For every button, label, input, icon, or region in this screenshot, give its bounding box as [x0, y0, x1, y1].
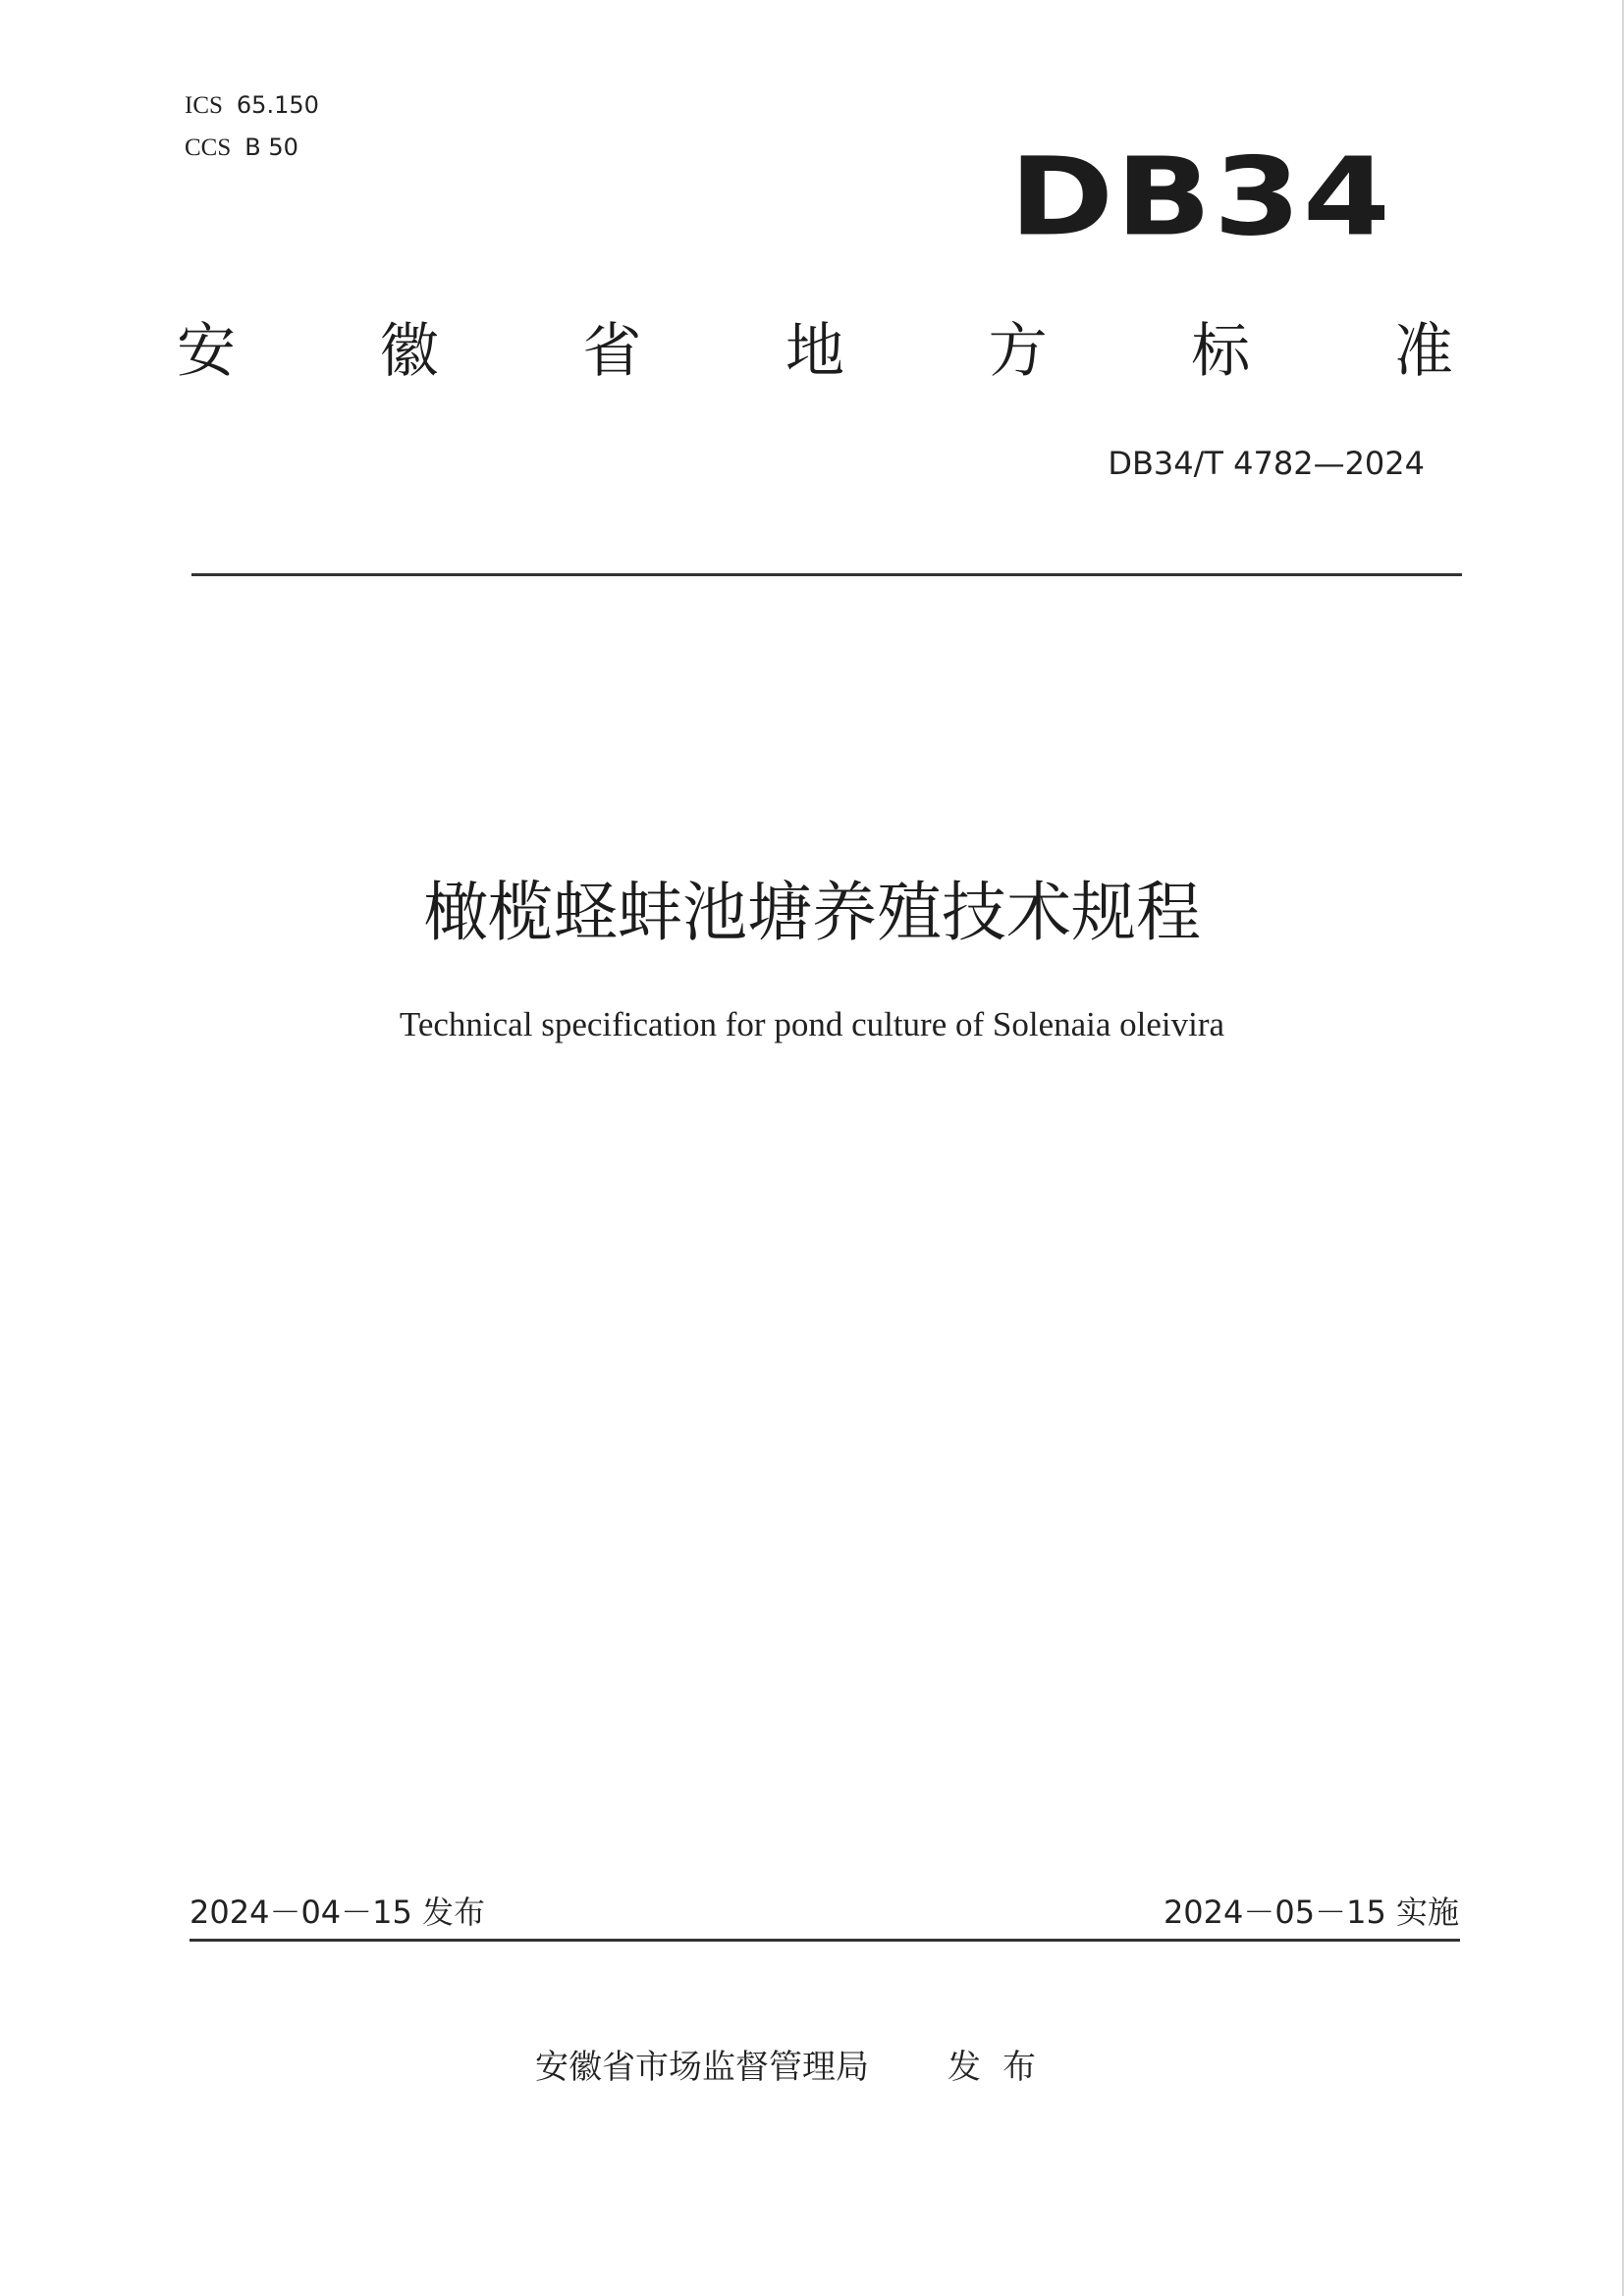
ics-label: ICS — [185, 92, 223, 119]
standard-type-char: 省 — [582, 317, 642, 386]
title-chinese: 橄榄蛏蚌池塘养殖技术规程 — [423, 875, 1201, 950]
issue-date: 2024－04－15 发布 — [189, 1894, 486, 1931]
standard-number: DB34/T 4782—2024 — [1108, 445, 1425, 482]
db34-logo: DB34 — [1009, 134, 1392, 261]
standard-type-char: 方 — [988, 317, 1048, 386]
publisher-name: 安徽省市场监督管理局 — [535, 2048, 869, 2087]
ics-code: 65.150 — [236, 91, 319, 119]
bottom-divider — [189, 1939, 1460, 1942]
classification-codes — [185, 84, 319, 169]
ccs-label: CCS — [185, 134, 232, 161]
ccs-row — [185, 127, 319, 169]
ccs-code: B 50 — [244, 133, 298, 161]
standard-type-char: 地 — [785, 317, 844, 386]
standard-type-char: 标 — [1191, 317, 1251, 386]
title-english: Technical specification for pond culture of Solenaia oleivira — [399, 1005, 1225, 1043]
standard-type-char: 安 — [177, 317, 236, 386]
publisher-line — [535, 2044, 1057, 2091]
implementation-date: 2024－05－15 实施 — [1163, 1894, 1459, 1931]
standard-type-char: 准 — [1393, 317, 1453, 386]
standard-type-heading — [177, 312, 1453, 391]
standard-type-char: 徽 — [379, 317, 439, 386]
publish-verb: 发布 — [947, 2048, 1057, 2087]
top-divider — [191, 573, 1462, 576]
ics-row — [185, 84, 319, 127]
